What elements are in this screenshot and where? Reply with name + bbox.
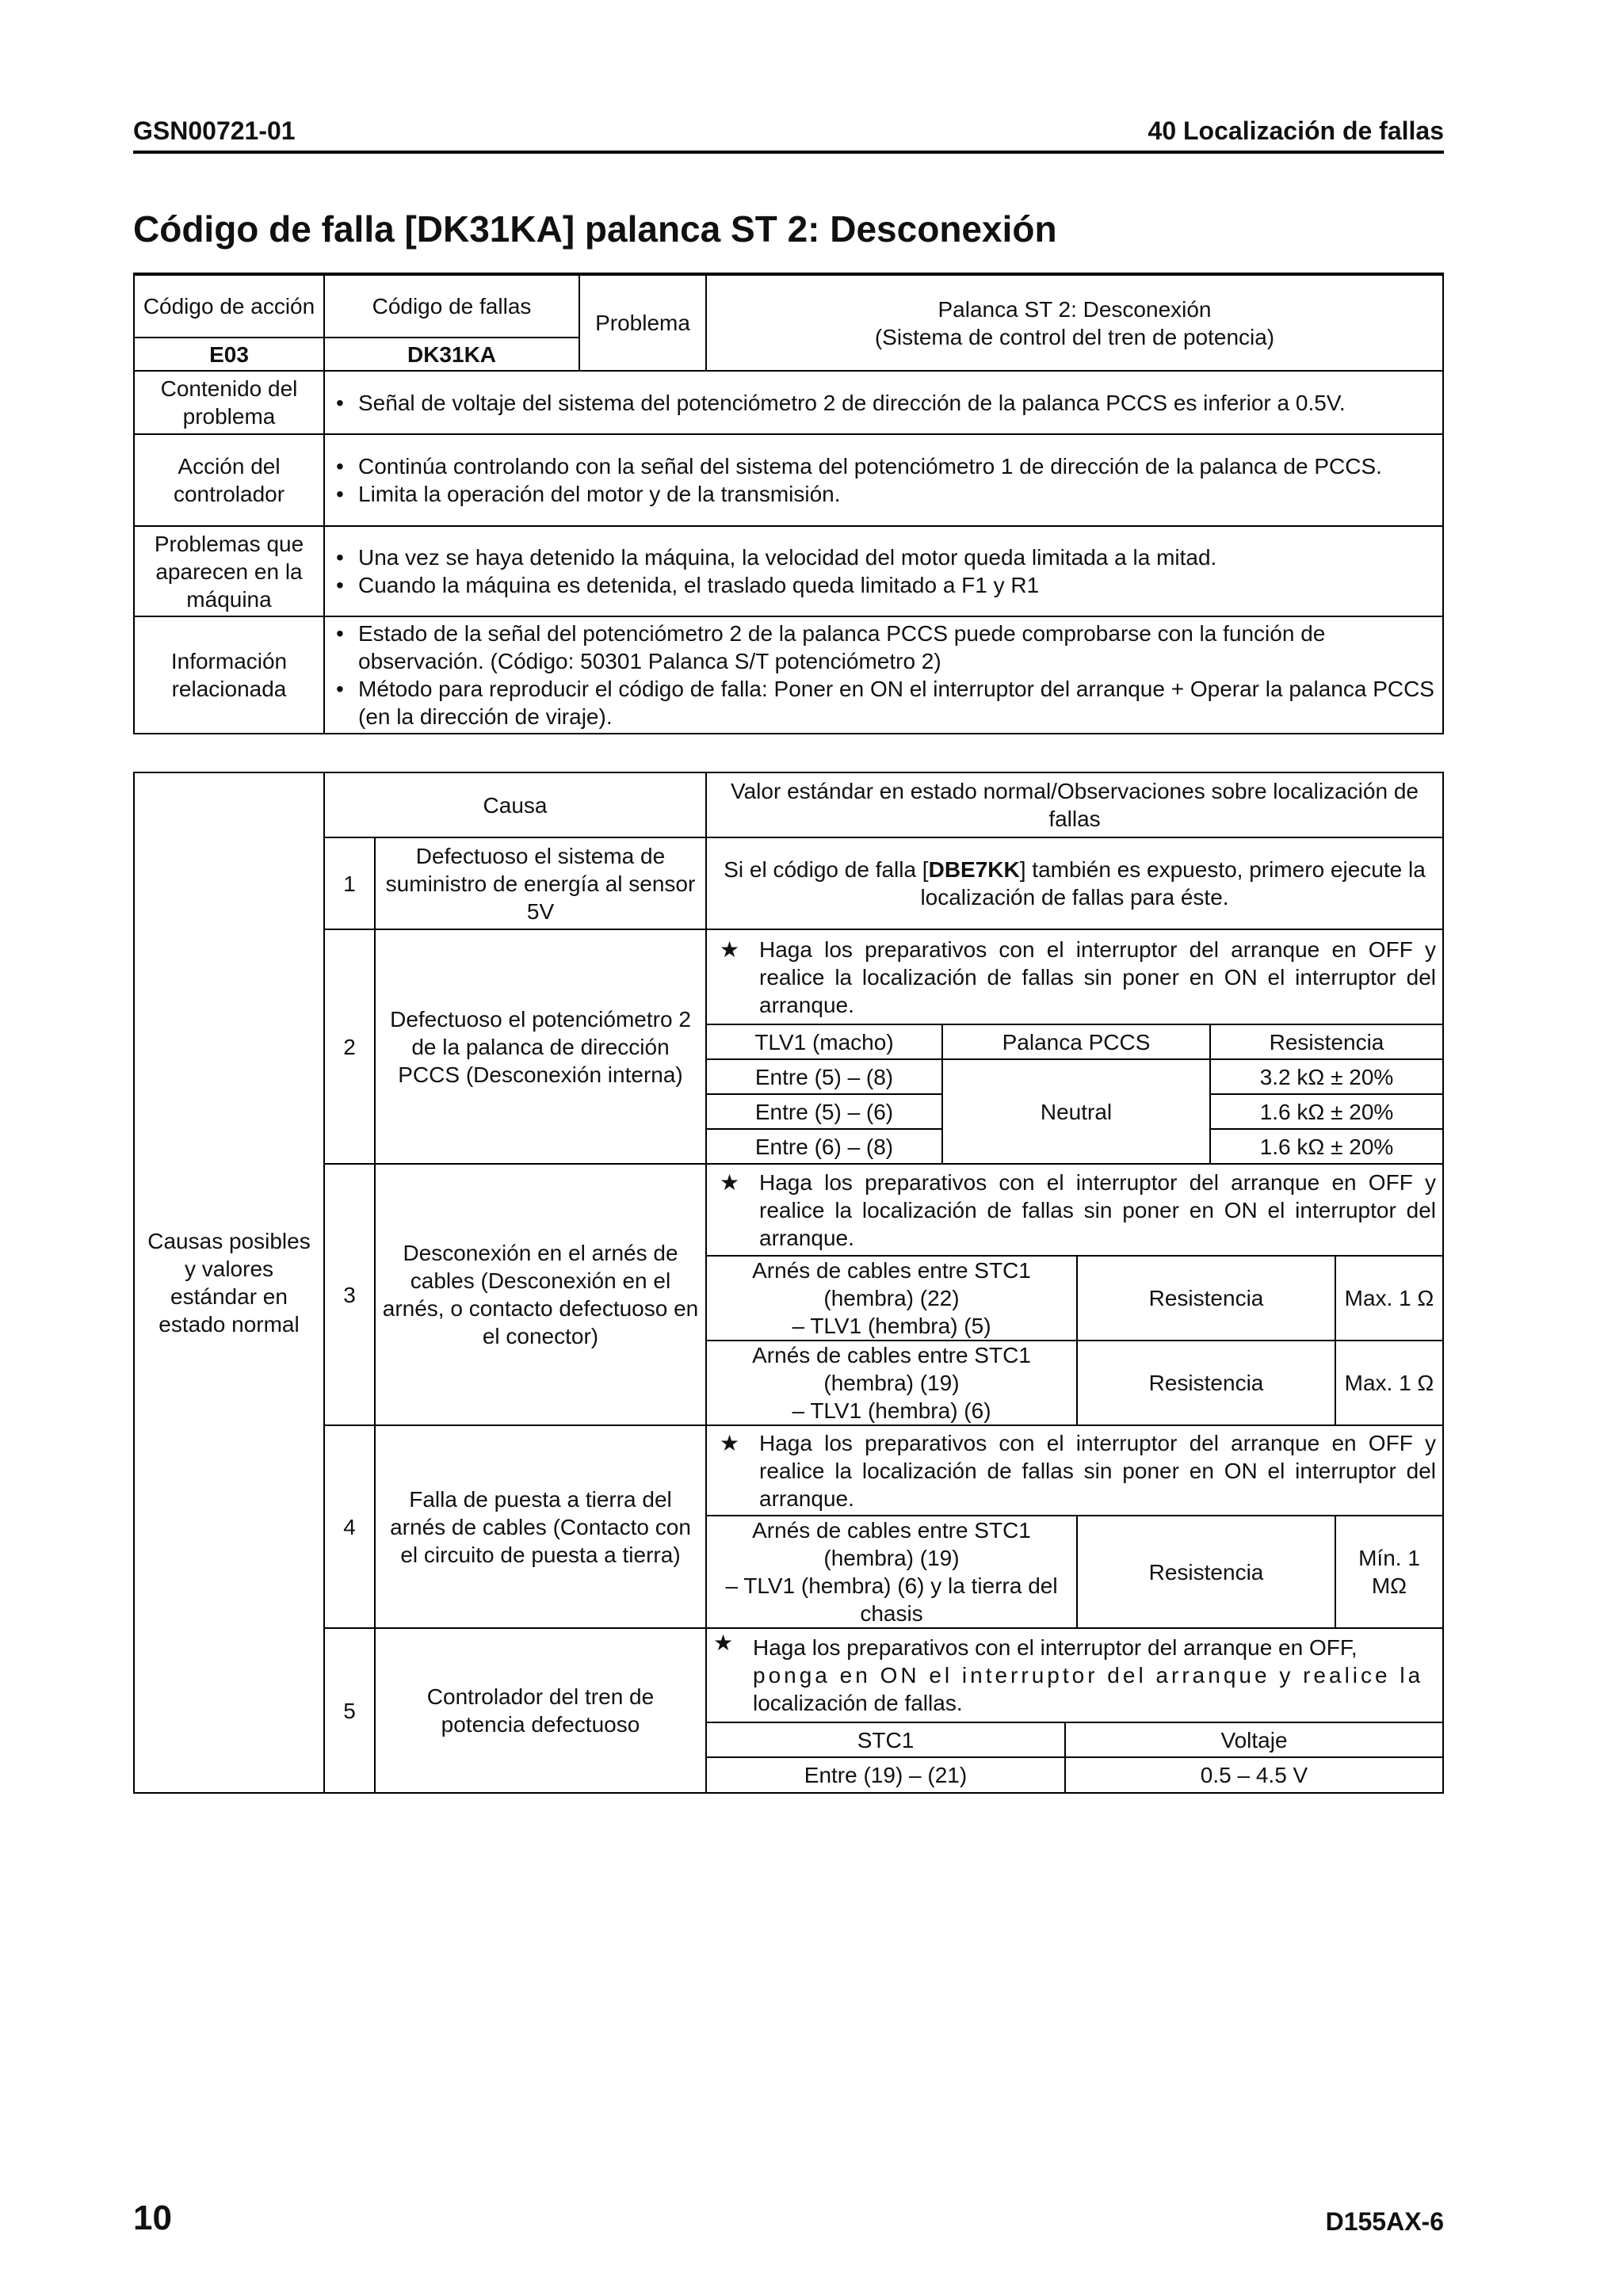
std-header: Valor estándar en estado normal/Observaciones sobre localización de fallas: [706, 772, 1443, 837]
row-content: [324, 371, 1443, 434]
measure-value: Max. 1 Ω: [1335, 1256, 1443, 1341]
row-label: Información relacionada: [134, 616, 324, 734]
star-icon: ★: [720, 936, 740, 962]
voltage-value: 0.5 – 4.5 V: [1065, 1757, 1442, 1792]
causes-side-label: Causas posibles y valores estándar en estado normal: [134, 772, 324, 1793]
section-title: 40 Localización de fallas: [1148, 116, 1444, 145]
bullet-item: • Una vez se haya detenido la máquina, la velocidad del motor queda limitada a la mitad.: [331, 543, 1436, 571]
related-fault-code: DBE7KK: [928, 857, 1020, 882]
page-number: 10: [133, 2199, 172, 2237]
resistance-value: 3.2 kΩ ± 20%: [1210, 1059, 1443, 1094]
model-code: D155AX-6: [1325, 2207, 1444, 2236]
resistance-value: 1.6 kΩ ± 20%: [1210, 1129, 1443, 1164]
cause-1-std: Si el código de falla [DBE7KK] también es expuesto, primero ejecute la localización de fallas para éste.: [706, 837, 1443, 929]
measure-value: Max. 1 Ω: [1335, 1341, 1443, 1425]
col-connector: STC1: [707, 1722, 1065, 1757]
problem-value: Palanca ST 2: Desconexión (Sistema de control del tren de potencia): [706, 274, 1443, 371]
row-label: Problemas que aparecen en la máquina: [134, 526, 324, 616]
cause-number: 1: [324, 837, 375, 929]
pin-pair: Entre (19) – (21): [707, 1757, 1065, 1792]
col-lever: Palanca PCCS: [942, 1024, 1210, 1059]
fault-code-value: DK31KA: [324, 338, 579, 371]
cause-text: Defectuoso el sistema de suministro de energía al sensor 5V: [375, 837, 706, 929]
problem-label: Problema: [579, 274, 706, 371]
action-code-value: E03: [134, 338, 324, 371]
prep-note: ★ Haga los preparativos con el interruptor del arranque en OFF y realice la localización de fallas sin poner en ON el interruptor del arranque.: [706, 929, 1443, 1024]
causes-table: [133, 772, 1444, 1794]
star-icon: ★: [713, 1630, 734, 1655]
pin-pair: Entre (5) – (6): [706, 1094, 942, 1129]
resistance-value: 1.6 kΩ ± 20%: [1210, 1094, 1443, 1129]
col-connector: TLV1 (macho): [706, 1024, 942, 1059]
measure-type: Resistencia: [1077, 1516, 1335, 1628]
cause-number: 2: [324, 929, 375, 1164]
prep-note: ★ Haga los preparativos con el interruptor del arranque en OFF y realice la localización de fallas sin poner en ON el interruptor del arranque.: [706, 1425, 1443, 1516]
pin-pair: Entre (6) – (8): [706, 1129, 942, 1164]
cause-text: Falla de puesta a tierra del arnés de cables (Contacto con el circuito de puesta a tierra): [375, 1425, 706, 1628]
cause-number: 3: [324, 1164, 375, 1425]
star-icon: ★: [720, 1430, 740, 1455]
document-code: GSN00721-01: [133, 116, 296, 145]
row-label: Acción del controlador: [134, 434, 324, 526]
cause-number: 5: [324, 1628, 375, 1793]
star-icon: ★: [720, 1169, 740, 1195]
fault-code-label: Código de fallas: [324, 274, 579, 338]
bullet-item: • Limita la operación del motor y de la transmisión.: [331, 480, 1436, 508]
action-code-label: Código de acción: [134, 274, 324, 338]
bullet-item: • Estado de la señal del potenciómetro 2 de la palanca PCCS puede comprobarse con la función de observación. (Código: 50301 Palanca S/T potenciómetro 2): [331, 620, 1436, 675]
cause-text: Desconexión en el arnés de cables (Desconexión en el arnés, o contacto defectuoso en el conector): [375, 1164, 706, 1425]
bullet-item: • Continúa controlando con la señal del sistema del potenciómetro 1 de dirección de la palanca de PCCS.: [331, 452, 1436, 480]
lever-position: Neutral: [942, 1059, 1210, 1164]
row-label: Contenido del problema: [134, 371, 324, 434]
harness-segment: Arnés de cables entre STC1 (hembra) (19) – TLV1 (hembra) (6): [706, 1341, 1077, 1425]
harness-segment: Arnés de cables entre STC1 (hembra) (22) – TLV1 (hembra) (5): [706, 1256, 1077, 1341]
measure-type: Resistencia: [1077, 1341, 1335, 1425]
col-voltage: Voltaje: [1065, 1722, 1442, 1757]
row-content: [324, 616, 1443, 734]
harness-segment: Arnés de cables entre STC1 (hembra) (19) – TLV1 (hembra) (6) y la tierra del chasis: [706, 1516, 1077, 1628]
bullet-item: • Cuando la máquina es detenida, el traslado queda limitado a F1 y R1: [331, 571, 1436, 599]
bullet-item: • Método para reproducir el código de falla: Poner en ON el interruptor del arranque + Operar la palanca PCCS (en la dirección de viraje).: [331, 675, 1436, 730]
cause-text: Controlador del tren de potencia defectuoso: [375, 1628, 706, 1793]
bullet-item: • Señal de voltaje del sistema del potenciómetro 2 de dirección de la palanca PCCS es inferior a 0.5V.: [331, 389, 1436, 417]
fault-summary-table: [133, 273, 1444, 734]
page-title: Código de falla [DK31KA] palanca ST 2: Desconexión: [133, 208, 1057, 250]
col-resistance: Resistencia: [1210, 1024, 1443, 1059]
prep-note: ★ Haga los preparativos con el interruptor del arranque en OFF y realice la localización de fallas sin poner en ON el interruptor del arranque.: [706, 1164, 1443, 1256]
measure-value: Mín. 1 MΩ: [1335, 1516, 1443, 1628]
measure-type: Resistencia: [1077, 1256, 1335, 1341]
cause-number: 4: [324, 1425, 375, 1628]
row-content: [324, 526, 1443, 616]
pin-pair: Entre (5) – (8): [706, 1059, 942, 1094]
page-header: [133, 113, 1444, 154]
voltage-table: [707, 1722, 1442, 1792]
cause-header: Causa: [324, 772, 706, 837]
row-content: [324, 434, 1443, 526]
cause-text: Defectuoso el potenciómetro 2 de la palanca de dirección PCCS (Desconexión interna): [375, 929, 706, 1164]
cause-5-std: ★ Haga los preparativos con el interruptor del arranque en OFF, ponga en ON el interruptor del arranque y realice la localización de fallas. STC1 Voltaje Entre (19) – (21) 0.5 – 4.5 V: [706, 1628, 1443, 1793]
